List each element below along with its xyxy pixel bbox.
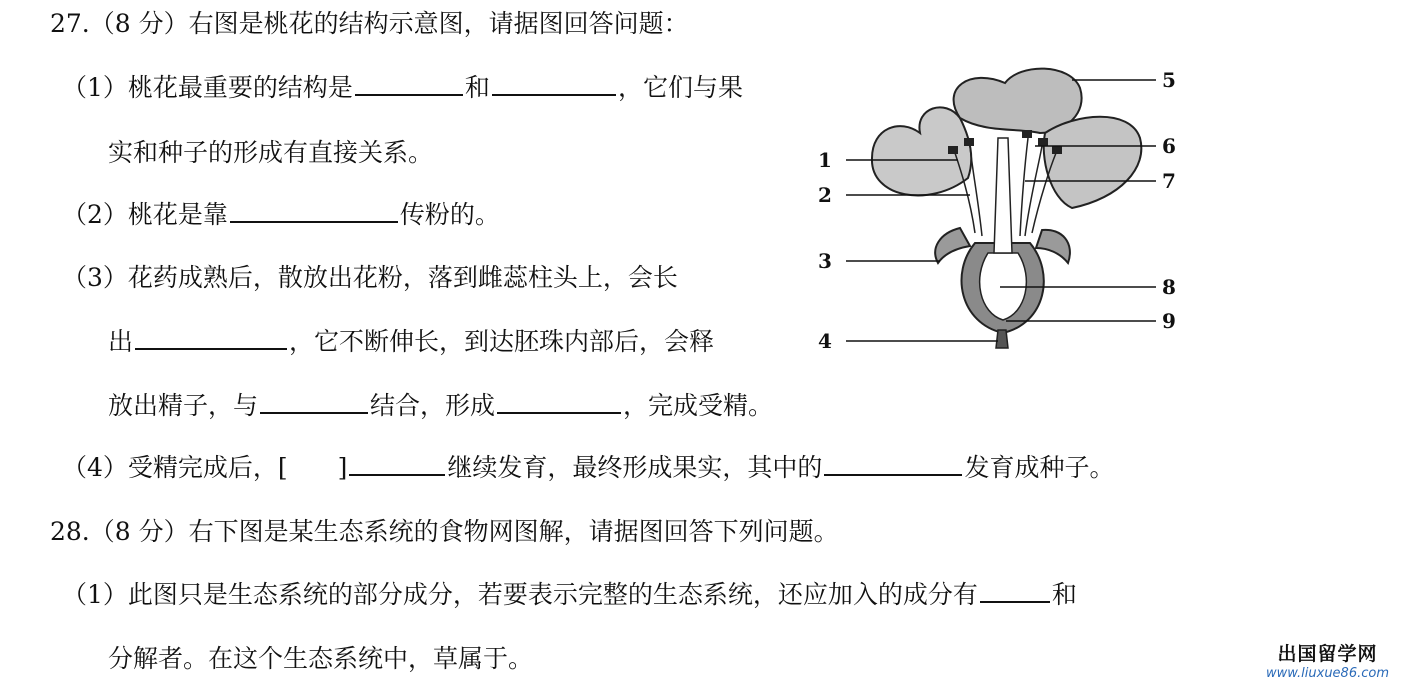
q27-p1-text-c: ，它们与果 [617,73,743,102]
anther [1022,130,1032,138]
q28-p1-text-a: （1）此图只是生态系统的部分成分，若要表示完整的生态系统，还应加入的成分有 [62,580,978,609]
label-2: 2 [818,183,832,207]
peach-flower-diagram [810,58,1190,358]
watermark-name: 出国留学网 [1277,643,1378,665]
q27-p3-text-e: 结合，形成 [370,391,496,420]
watermark-url: www.liuxue86.com [1265,666,1389,681]
q27-p3-text-c: ，它不断伸长，到达胚珠内部后，会释 [289,327,715,356]
q27-p4-text-c: 发育成种子。 [964,453,1115,482]
q27-p3-text-f: ，完成受精。 [623,391,774,420]
q27-part3-line1: （3）花药成熟后，散放出花粉，落到雌蕊柱头上，会长 [62,263,678,292]
q27-p2-text-a: （2）桃花是靠 [62,200,228,229]
q27-p4-text-a: （4）受精完成后，[ ] [62,453,348,482]
anther [1038,138,1048,146]
q27-part4 [62,452,1114,484]
answer-blank-2[interactable] [230,199,398,223]
q28-part1-line1 [62,579,1077,611]
q27-p3-text-b: 出 [108,327,134,356]
sepal-left [935,228,970,263]
q27-p2-text-b: 传粉的。 [399,200,500,229]
anther [964,138,974,146]
anther [948,146,958,154]
flower-stalk [996,330,1008,348]
q28-title: 28.（8 分）右下图是某生态系统的食物网图解，请据图回答下列问题。 [50,517,839,546]
label-5: 5 [1162,68,1176,92]
label-6: 6 [1162,134,1176,158]
q27-part1-line1 [62,72,743,104]
petal-right [1044,117,1142,208]
answer-blank-4b[interactable] [824,452,962,476]
answer-blank-3c[interactable] [497,390,621,414]
q27-part3-line3 [108,390,773,422]
label-8: 8 [1162,275,1176,299]
sepal-right [1036,230,1070,263]
label-4: 4 [818,329,832,353]
answer-blank-1a[interactable] [355,72,463,96]
q28-p1-text-b: 和 [1051,580,1077,609]
label-1: 1 [818,148,832,172]
label-9: 9 [1162,309,1176,333]
answer-blank-4a[interactable] [349,452,445,476]
site-watermark [1266,639,1389,681]
q28-part1-line2: 分解者。在这个生态系统中，草属于。 [108,644,534,673]
label-7: 7 [1162,169,1176,193]
style [994,138,1012,253]
q27-part1-line2: 实和种子的形成有直接关系。 [108,138,434,167]
q27-title: 27.（8 分）右图是桃花的结构示意图，请据图回答问题： [50,9,689,38]
q27-part3-line2 [108,326,714,358]
q27-p1-text-b: 和 [464,73,490,102]
q27-p1-text-a: （1）桃花最重要的结构是 [62,73,353,102]
answer-blank-3b[interactable] [260,390,368,414]
q27-part2 [62,199,500,231]
q27-p4-text-b: 继续发育，最终形成果实，其中的 [447,453,823,482]
anther [1052,146,1062,154]
q27-p3-text-d: 放出精子，与 [108,391,259,420]
answer-blank-28a[interactable] [980,579,1050,603]
answer-blank-3a[interactable] [135,326,287,350]
answer-blank-1b[interactable] [492,72,616,96]
label-3: 3 [818,249,832,273]
